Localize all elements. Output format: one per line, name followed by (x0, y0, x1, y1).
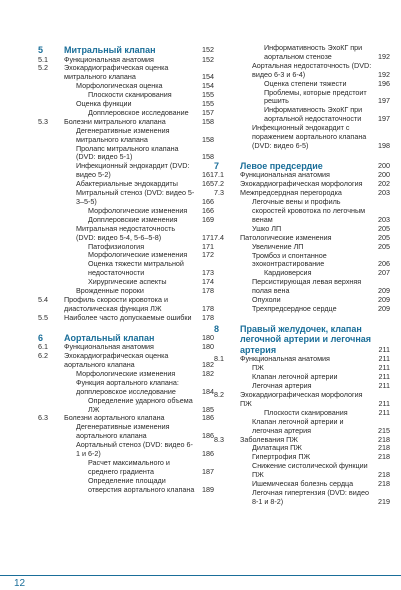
section-number: 5.5 (38, 312, 48, 322)
section-number: 5.3 (38, 116, 48, 126)
page-ref: 154 (202, 72, 214, 82)
page-ref: 152 (202, 54, 214, 64)
toc-entry[interactable] (214, 124, 390, 151)
section-gap (214, 151, 390, 160)
page-ref: 205 (378, 241, 390, 251)
entry-title: Персистирующая левая верхняя полая вена (252, 277, 362, 296)
toc-entry[interactable] (38, 314, 214, 323)
page-ref: 218 (378, 479, 390, 489)
section-number: 5.2 (38, 63, 48, 73)
page-ref: 161 (202, 170, 214, 180)
section-number: 6.2 (38, 351, 48, 361)
entry-title: Межпредсердная перегородка (240, 188, 342, 198)
toc-entry[interactable] (214, 462, 390, 480)
entry-title: Гипертрофия ПЖ (252, 452, 311, 462)
section-number: 6 (38, 332, 44, 343)
entry-title: Определение ударного объема ЛЖ (88, 395, 193, 414)
page-ref: 180 (202, 342, 214, 352)
entry-title: Клапан легочной артерии (252, 372, 338, 382)
page-ref: 211 (378, 381, 390, 391)
page-ref: 166 (202, 197, 214, 206)
page-ref: 186 (202, 431, 214, 441)
page-ref: 211 (378, 407, 390, 417)
toc-entry[interactable] (214, 489, 390, 507)
page-ref: 171 (202, 241, 214, 251)
page-ref: 197 (378, 114, 390, 124)
entry-title: Абактериальные эндокардиты (76, 179, 178, 189)
page-ref: 200 (378, 160, 390, 170)
toc-entry[interactable] (38, 225, 214, 243)
toc-entry[interactable] (214, 252, 390, 270)
toc-entry[interactable] (214, 106, 390, 124)
entry-title: Морфологические изменения (88, 250, 188, 260)
entry-title: Дегенеративные изменения аортального клапана (76, 422, 170, 441)
entry-title: Информативность ЭхоКГ при аортальной недостаточности (264, 105, 363, 124)
entry-title: Эхокардиографическая морфология (240, 179, 363, 189)
page-ref: 171 (202, 232, 214, 242)
page-ref: 202 (378, 179, 390, 189)
toc-entry[interactable] (38, 64, 214, 82)
entry-title: Морфологическая оценка (76, 81, 163, 91)
toc-entry[interactable] (38, 397, 214, 415)
page-ref: 197 (378, 96, 390, 106)
page-ref: 206 (378, 259, 390, 269)
entry-title: Аортальный стеноз (DVD: видео 6-1 и 6-2) (76, 440, 193, 459)
section-number: 7.1 (214, 170, 224, 180)
entry-title: Функциональная анатомия (64, 54, 154, 64)
toc-entry[interactable] (38, 296, 214, 314)
entry-title: Расчет максимального и среднего градиента (88, 457, 170, 476)
entry-title: Врожденные пороки (76, 286, 144, 296)
page-ref: 196 (378, 78, 390, 88)
entry-title: Оценка функции (76, 99, 132, 109)
toc-entry[interactable] (38, 441, 214, 459)
toc-entry[interactable] (214, 305, 390, 314)
page-ref: 203 (378, 214, 390, 224)
page-ref: 157 (202, 107, 214, 117)
page-ref: 192 (378, 69, 390, 79)
entry-title: Дегенеративные изменения митрального клапана (76, 125, 170, 144)
page-ref: 211 (378, 344, 390, 354)
section-number: 8.1 (214, 354, 224, 364)
page-ref: 186 (202, 449, 214, 459)
section-number: 7.2 (214, 179, 224, 189)
page-ref: 178 (202, 312, 214, 322)
toc-entry[interactable] (214, 355, 390, 364)
page-ref: 166 (202, 205, 214, 215)
toc-entry[interactable] (38, 145, 214, 163)
page-ref: 219 (378, 496, 390, 506)
entry-title: Информативность ЭхоКГ при аортальном стенозе (264, 43, 363, 61)
page-ref: 158 (202, 134, 214, 144)
entry-title: Увеличение ЛП (252, 241, 304, 251)
toc-entry[interactable] (38, 423, 214, 441)
entry-title: Плоскости сканирования (88, 90, 172, 100)
page-ref: 205 (378, 223, 390, 233)
page-ref: 174 (202, 277, 214, 287)
page-ref: 218 (378, 452, 390, 462)
page-ref: 182 (202, 360, 214, 369)
toc-entry[interactable] (38, 477, 214, 495)
entry-title: Функциональная анатомия (64, 342, 154, 352)
page-ref: 209 (378, 295, 390, 305)
entry-title: Эхокардиографическая оценка аортального клапана (64, 351, 169, 369)
entry-title: Профиль скорости кровотока и диастолическая функция ЛЖ (64, 294, 168, 313)
toc-entry[interactable] (214, 198, 390, 225)
page-ref: 203 (378, 188, 390, 198)
page-ref: 218 (378, 434, 390, 444)
toc-entry[interactable] (214, 44, 390, 62)
page-ref: 189 (202, 484, 214, 494)
section-number: 6.1 (38, 342, 48, 352)
page-ref: 158 (202, 152, 214, 162)
entry-title: Допплеровские изменения (88, 214, 178, 224)
page-ref: 209 (378, 286, 390, 296)
entry-title: Патологические изменения (240, 232, 332, 242)
toc-entry[interactable] (38, 127, 214, 145)
toc-left-column (38, 44, 214, 495)
entry-title: Дилатация ПЖ (252, 443, 302, 453)
page-ref: 182 (202, 368, 214, 378)
entry-title: Аортальный клапан (64, 332, 155, 343)
page-ref: 184 (202, 386, 214, 396)
entry-title: Правый желудочек, клапан легочной артерии и легочная артерия (240, 323, 372, 355)
entry-title: Аортальная недостаточность (DVD: видео 6-3 и 6-4) (252, 60, 372, 79)
page-ref: 185 (202, 404, 214, 414)
section-number: 7.3 (214, 188, 224, 198)
entry-title: Допплеровское исследование (88, 107, 189, 117)
page-number: 12 (14, 578, 26, 589)
toc-entry[interactable] (38, 189, 214, 207)
footer-rule (0, 575, 401, 577)
page-ref: 155 (202, 90, 214, 100)
entry-title: Ушко ЛП (252, 223, 282, 233)
page-ref: 178 (202, 303, 214, 313)
page-ref: 205 (378, 232, 390, 242)
entry-title: Оценка степени тяжести (264, 78, 347, 88)
entry-title: Функция аортального клапана: допплеровское исследование (76, 377, 179, 396)
toc-entry[interactable] (38, 260, 214, 278)
entry-title: Плоскости сканирования (264, 407, 348, 417)
section-number: 8.2 (214, 390, 224, 399)
entry-title: Наиболее часто допускаемые ошибки (64, 312, 192, 322)
page-ref: 169 (202, 214, 214, 224)
section-number: 8.3 (214, 434, 224, 444)
page-ref: 173 (202, 268, 214, 278)
entry-title: ПЖ (252, 363, 264, 373)
entry-title: Снижение систолической функции ПЖ (252, 461, 368, 480)
section-number: 7.4 (214, 232, 224, 242)
entry-title: Эхокардиографическая морфология ПЖ (240, 390, 363, 408)
entry-title: Хирургические аспекты (88, 277, 167, 287)
entry-title: Легочная гипертензия (DVD: видео 8-1 и 8-2) (252, 487, 369, 506)
toc-entry[interactable] (38, 352, 214, 370)
entry-title: Болезни митрального клапана (64, 116, 166, 126)
page-ref: 218 (378, 470, 390, 480)
page-ref: 178 (202, 286, 214, 296)
page-ref: 198 (378, 140, 390, 150)
entry-title: Функциональная анатомия (240, 170, 330, 180)
entry-title: Определение площади отверстия аортального клапана (88, 475, 195, 494)
entry-title: Морфологические изменения (88, 205, 188, 215)
entry-title: Эхокардиографическая оценка митрального клапана (64, 63, 169, 82)
page-ref: 186 (202, 413, 214, 423)
toc-entry[interactable] (214, 278, 390, 296)
toc-right-column (214, 44, 390, 507)
page-ref: 192 (378, 51, 390, 61)
toc-entry[interactable] (38, 162, 214, 180)
section-number: 7 (214, 160, 220, 171)
entry-title: Клапан легочной артерии и легочная артерия (252, 416, 344, 435)
entry-title: Опухоли (252, 295, 281, 305)
chapter-heading[interactable] (214, 324, 390, 356)
entry-title: Тромбоз и спонтанное эхоконтрастирование (252, 250, 327, 269)
page-ref: 200 (378, 170, 390, 180)
page-ref: 211 (378, 354, 390, 364)
entry-title: Митральный стеноз (DVD: видео 5-3–5-5) (76, 188, 195, 206)
section-number: 8 (214, 323, 220, 334)
toc-entry[interactable] (214, 418, 390, 436)
entry-title: Левое предсердие (240, 160, 323, 171)
entry-title: Болезни аортального клапана (64, 413, 165, 423)
page-ref: 172 (202, 250, 214, 260)
entry-title: Легочная артерия (252, 381, 312, 391)
entry-title: Митральная недостаточность (DVD: видео 5-4, 5-6–5-8) (76, 223, 176, 242)
entry-title: Кардиоверсия (264, 268, 312, 278)
page-ref: 211 (378, 372, 390, 382)
page-ref: 211 (378, 363, 390, 373)
entry-title: Инфекционный эндокардит с поражением аортального клапана (DVD: видео 6-5) (252, 123, 367, 150)
page-ref: 207 (378, 268, 390, 278)
page-ref: 152 (202, 45, 214, 54)
page-ref: 180 (202, 332, 214, 342)
entry-title: Функциональная анатомия (240, 354, 330, 364)
toc-entry[interactable] (214, 436, 390, 445)
toc-entry[interactable] (214, 62, 390, 80)
section-number: 5 (38, 45, 44, 55)
section-number: 6.3 (38, 413, 48, 423)
entry-title: Морфологические изменения (76, 368, 176, 378)
page-ref: 165 (202, 179, 214, 189)
section-number: 5.1 (38, 54, 48, 64)
page-ref: 154 (202, 81, 214, 91)
toc-entry[interactable] (214, 89, 390, 107)
entry-title: Митральный клапан (64, 45, 156, 55)
toc-entry[interactable] (38, 379, 214, 397)
page-ref: 215 (378, 425, 390, 435)
page-ref: 158 (202, 116, 214, 126)
entry-title: Патофизиология (88, 241, 145, 251)
entry-title: Оценка тяжести митральной недостаточности (88, 259, 184, 278)
entry-title: Легочные вены и профиль скоростей кровотока по легочным венам (252, 197, 366, 224)
page-ref: 155 (202, 99, 214, 109)
section-number: 5.4 (38, 294, 48, 304)
section-gap (214, 314, 390, 323)
toc-entry[interactable] (38, 459, 214, 477)
entry-title: Заболевания ПЖ (240, 434, 298, 444)
entry-title: Трехпредсердное сердце (252, 303, 337, 313)
page-ref: 209 (378, 303, 390, 313)
entry-title: Пролапс митрального клапана (DVD: видео 5-1) (76, 143, 179, 162)
chapter-heading[interactable] (38, 45, 214, 56)
toc-entry[interactable] (214, 391, 390, 409)
entry-title: Ишемическая болезнь сердца (252, 479, 354, 489)
entry-title: Инфекционный эндокардит (DVD: видео 5-2) (76, 161, 190, 180)
entry-title: Проблемы, которые предстоит решить (264, 87, 367, 106)
section-gap (38, 323, 214, 332)
page-ref: 187 (202, 466, 214, 476)
page-ref: 211 (378, 398, 390, 408)
page-ref: 218 (378, 443, 390, 453)
